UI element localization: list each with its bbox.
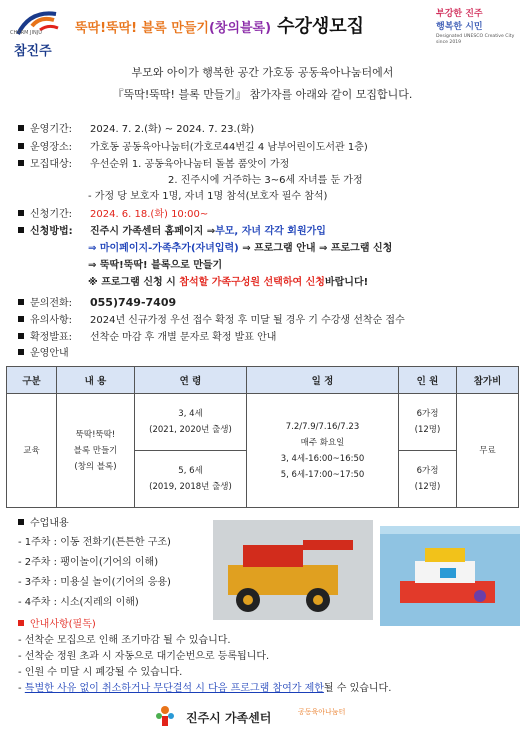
title-program-type: (창의블록) xyxy=(208,21,272,36)
info-target: 모집대상: 우선순위 1. 공동육아나눔터 돌봄 품앗이 가정 xyxy=(18,158,289,172)
table-header: 연 령 xyxy=(135,367,247,394)
info-method-2: ⇒ 마이페이지-가족추가(자녀입력) ⇒ 프로그램 안내 ⇒ 프로그램 신청 xyxy=(88,243,393,254)
table-row xyxy=(7,394,519,451)
bullet-icon xyxy=(18,299,24,305)
logo-subtext: CHARM JINJU xyxy=(10,30,42,36)
block-car-photo xyxy=(213,520,373,620)
bullet-icon xyxy=(18,143,24,149)
bullet-icon xyxy=(18,160,24,166)
info-method-4: ※ 프로그램 신청 시 참석할 가족구성원 선택하여 신청바랍니다! xyxy=(88,277,369,288)
intro-line2: 『뚝딱!뚝딱! 블록 만들기』 참가자를 아래와 같이 모집합니다. xyxy=(112,88,413,101)
info-phone: 문의전화: 055)749-7409 xyxy=(18,296,176,311)
slogan-small: Designated UNESCO Creative City since 2019 xyxy=(436,34,515,45)
info-method-3: ⇒ 뚝딱!뚝딱! 블록으로 만들기 xyxy=(88,260,223,271)
intro-line1: 부모와 아이가 행복한 공간 가호동 공동육아나눔터에서 xyxy=(131,66,394,79)
info-method: 신청방법: 진주시 가족센터 홈페이지 ⇒부모, 자녀 각각 회원가입 xyxy=(18,225,326,239)
family-center-logo xyxy=(153,704,177,728)
bullet-icon xyxy=(18,333,24,339)
cell-age: 3, 4세 (2021, 2020년 출생) xyxy=(135,394,247,451)
cell-capacity: 6가정 (12명) xyxy=(399,394,457,451)
logo-text: 참진주 xyxy=(14,44,52,59)
notice-title: 안내사항(필독) xyxy=(18,615,96,630)
table-header: 내 용 xyxy=(57,367,135,394)
info-place: 운영장소: 가호동 공동육아나눔터(가호로44번길 4 남부어린이도서관 1층) xyxy=(18,141,368,155)
bullet-icon xyxy=(18,227,24,233)
bullet-icon xyxy=(18,349,24,355)
notice-item: - 특별한 사유 없이 취소하거나 무단결석 시 다음 프로그램 참여가 제한될 수 있습니다. xyxy=(18,683,392,694)
bullet-icon xyxy=(18,125,24,131)
lesson-title: 수업내용 xyxy=(18,514,69,529)
info-target-3: - 가정 당 보호자 1명, 자녀 1명 참석(보호자 필수 참석) xyxy=(88,191,328,202)
block-boat-photo xyxy=(380,526,520,626)
city-slogan-logo xyxy=(436,6,521,72)
notice-item: - 인원 수 미달 시 폐강될 수 있습니다. xyxy=(18,667,183,678)
title-program-name: 뚝딱!뚝딱! 블록 만들기 xyxy=(75,21,209,36)
slogan-line1: 부강한 진주 xyxy=(436,9,483,19)
slogan-line2: 행복한 시민 xyxy=(436,22,483,32)
title-recruit: 수강생모집 xyxy=(277,16,365,37)
info-apply-period: 신청기간: 2024. 6. 18.(화) 10:00~ xyxy=(18,208,208,222)
notice-item: - 선착순 모집으로 인해 조기마감 될 수 있습니다. xyxy=(18,635,231,646)
lesson-item: - 1주차 : 이동 전화기(튼튼한 구조) xyxy=(18,537,171,548)
table-header: 인 원 xyxy=(399,367,457,394)
table-header-row xyxy=(7,367,519,394)
schedule-table xyxy=(6,366,519,508)
cell-age: 5, 6세 (2019, 2018년 출생) xyxy=(135,451,247,508)
cell-fee: 무료 xyxy=(457,394,519,508)
bullet-icon xyxy=(18,620,24,626)
info-confirm: 확정발표: 선착순 마감 후 개별 문자로 확정 발표 안내 xyxy=(18,331,276,345)
notice-item: - 선착순 정원 초과 시 자동으로 대기순번으로 등록됩니다. xyxy=(18,651,270,662)
cell-schedule: 7.2/7.9/7.16/7.23 매주 화요일 3, 4세-16:00~16:50 5, 6세-17:00~17:50 xyxy=(247,394,399,508)
table-header: 구분 xyxy=(7,367,57,394)
info-caution: 유의사항: 2024년 신규가정 우선 접수 확정 후 미달 될 경우 기 수강생 선착순 접수 xyxy=(18,314,405,328)
info-period: 운영기간: 2024. 7. 2.(화) ~ 2024. 7. 23.(화) xyxy=(18,123,254,137)
info-target-2: 2. 진주시에 거주하는 3~6세 자녀를 둔 가정 xyxy=(168,175,363,186)
footer-nanum-logo: 공동육아나눔터 xyxy=(298,708,346,716)
bullet-icon xyxy=(18,519,24,525)
footer-center-name: 진주시 가족센터 xyxy=(186,711,272,725)
bullet-icon xyxy=(18,210,24,216)
page-title xyxy=(75,12,420,36)
table-header: 참가비 xyxy=(457,367,519,394)
cell-capacity: 6가정 (12명) xyxy=(399,451,457,508)
cell-content: 뚝딱!뚝딱! 블록 만들기 (창의 블록) xyxy=(57,394,135,508)
lesson-item: - 3주차 : 미용실 놀이(기어의 응용) xyxy=(18,577,171,588)
info-guide: 운영안내 xyxy=(18,347,69,361)
table-header: 일 정 xyxy=(247,367,399,394)
lesson-item: - 4주차 : 시소(지레의 이해) xyxy=(18,597,139,608)
cell-category: 교육 xyxy=(7,394,57,508)
bullet-icon xyxy=(18,316,24,322)
lesson-item: - 2주차 : 팽이놀이(기어의 이해) xyxy=(18,557,159,568)
